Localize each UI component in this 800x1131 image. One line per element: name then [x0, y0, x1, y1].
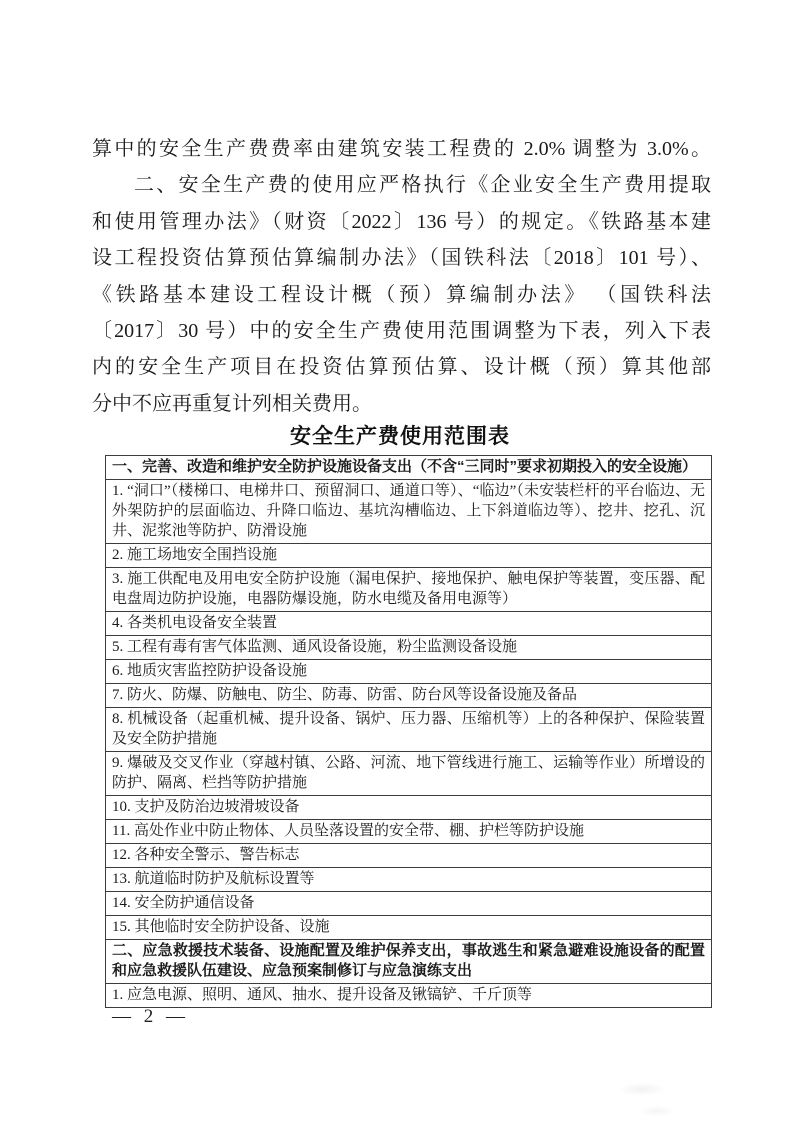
table-row: 15. 其他临时安全防护设备、设施: [106, 916, 711, 940]
scan-artifact: [612, 1075, 712, 1123]
table-row: 10. 支护及防治边坡滑坡设备: [106, 796, 711, 820]
table-row: 4. 各类机电设备安全装置: [106, 612, 711, 636]
table-row: 8. 机械设备（起重机械、提升设备、锅炉、压力器、压缩机等）上的各种保护、保险装置及安全防护措施: [106, 708, 711, 752]
table-row: 3. 施工供配电及用电安全防护设施（漏电保护、接地保护、触电保护等装置，变压器、配电盘周边防护设施，电器防爆设施，防水电缆及备用电源等）: [106, 568, 711, 612]
table-row: 9. 爆破及交叉作业（穿越村镇、公路、河流、地下管线进行施工、运输等作业）所增设的防护、隔离、栏挡等防护措施: [106, 752, 711, 796]
table-row: 1. “洞口”（楼梯口、电梯井口、预留洞口、通道口等）、“临边”（未安装栏杆的平台临边、无外架防护的层面临边、升降口临边、基坑沟槽临边、上下斜道临边等）、挖井、挖孔、沉井、泥浆池等防护、防滑设施: [106, 480, 711, 544]
page-number: — 2 —: [112, 1006, 189, 1027]
table-row: 一、完善、改造和维护安全防护设施设备支出（不含“三同时”要求初期投入的安全设施）: [106, 456, 711, 480]
table-row: 5. 工程有毒有害气体监测、通风设备设施，粉尘监测设备设施: [106, 636, 711, 660]
body-line: 设工程投资估算预估算编制办法》（国铁科法〔2018〕101 号）、: [92, 247, 711, 270]
body-line: 〔2017〕30 号）中的安全生产费使用范围调整为下表，列入下表: [92, 320, 711, 343]
table-title: 安全生产费使用范围表: [290, 425, 510, 448]
body-line: 二、安全生产费的使用应严格执行《企业安全生产费用提取: [134, 174, 711, 197]
body-line: 和使用管理办法》（财资〔2022〕136 号）的规定。《铁路基本建: [92, 210, 711, 233]
body-line: 算中的安全生产费费率由建筑安装工程费的 2.0% 调整为 3.0%。: [92, 138, 711, 160]
body-paragraphs: [92, 131, 711, 422]
table-row: 13. 航道临时防护及航标设置等: [106, 868, 711, 892]
table-row: 11. 高处作业中防止物体、人员坠落设置的安全带、棚、护栏等防护设施: [106, 820, 711, 844]
body-line: 内的安全生产项目在投资估算预估算、设计概（预）算其他部: [92, 356, 711, 379]
table-row: 2. 施工场地安全围挡设施: [106, 544, 711, 568]
safety-fee-usage-table: [105, 455, 712, 1008]
table-row: 7. 防火、防爆、防触电、防尘、防毒、防雷、防台风等设备设施及备品: [106, 684, 711, 708]
body-line: 分中不应再重复计列相关费用。: [92, 392, 372, 415]
table-row: 二、应急救援技术装备、设施配置及维护保养支出，事故逃生和紧急避难设施设备的配置和应急救援队伍建设、应急预案制修订与应急演练支出: [106, 940, 711, 984]
body-line: 《铁路基本建设工程设计概（预）算编制办法》 （国铁科法: [92, 283, 711, 306]
table-row: 12. 各种安全警示、警告标志: [106, 844, 711, 868]
table-row: 1. 应急电源、照明、通风、抽水、提升设备及锹镐铲、千斤顶等: [112, 987, 533, 1003]
table-row: 14. 安全防护通信设备: [106, 892, 711, 916]
table-row: 6. 地质灾害监控防护设备设施: [106, 660, 711, 684]
